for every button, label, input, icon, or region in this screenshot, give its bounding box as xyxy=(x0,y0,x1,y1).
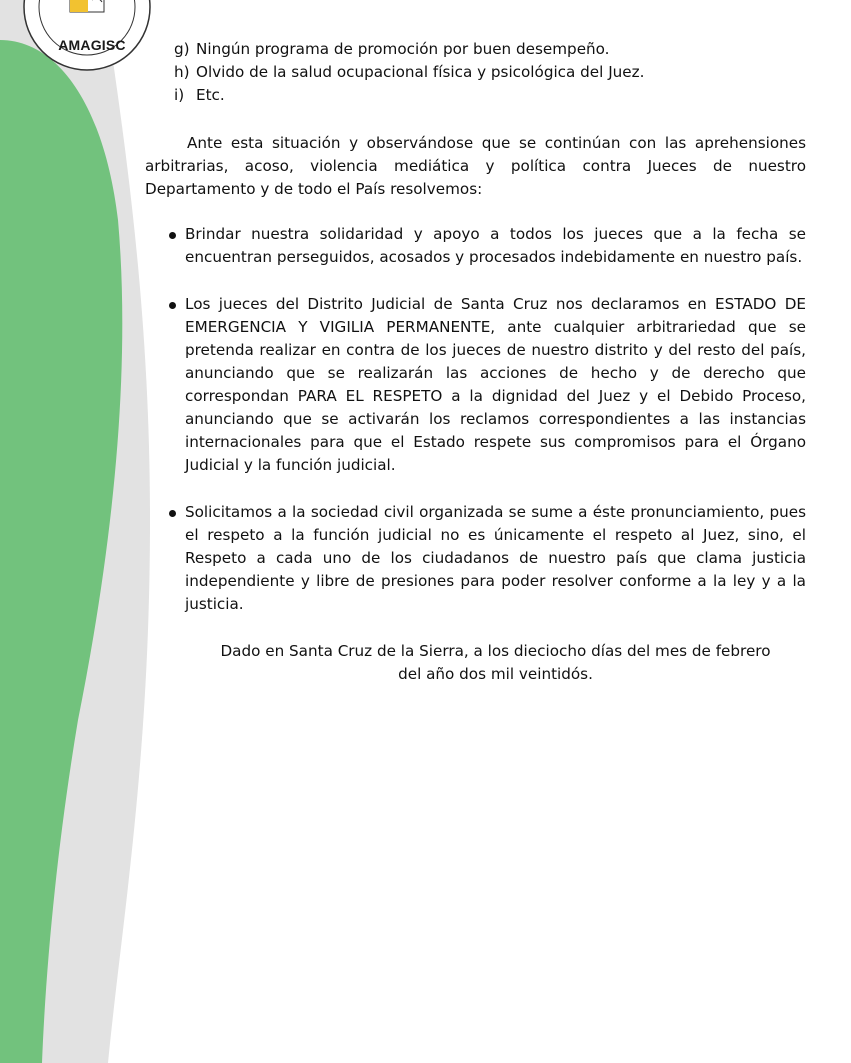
resolution-text: Solicitamos a la sociedad civil organizada se sume a éste pronunciamiento, pues el respeto a la función judicial no es únicamente el respeto al Juez, sino, el Respeto a cada uno de los ciudadanos de nuestro país que clama justicia independiente y libre de presiones para poder resolver conforme a la ley y a la justicia. xyxy=(185,503,806,613)
resolution-item xyxy=(145,293,806,477)
logo-label: AMAGISC xyxy=(58,37,126,53)
closing-line: Dado en Santa Cruz de la Sierra, a los dieciocho días del mes de febrero xyxy=(220,642,771,660)
lettered-list xyxy=(145,38,806,107)
intro-paragraph: Ante esta situación y observándose que se continúan con las aprehensiones arbitrarias, acoso, violencia mediática y política contra Jueces de nuestro Departamento y de todo el País resolvemos: xyxy=(145,134,806,198)
list-marker: i) xyxy=(174,86,185,104)
resolution-text: Los jueces del Distrito Judicial de Santa Cruz nos declaramos en ESTADO DE EMERGENCIA Y VIGILIA PERMANENTE, ante cualquier arbitrariedad que se pretenda realizar en contra de los jueces de nuestro distrito y del resto del país, anunciando que se realizarán las acciones de hecho y de derecho que correspondan PARA EL RESPETO a la dignidad del Juez y el Debido Proceso, anunciando que se activarán los reclamos correspondientes a las instancias internacionales para que el Estado respete sus compromisos para el Órgano Judicial y la función judicial. xyxy=(185,295,806,474)
document-body xyxy=(145,38,806,686)
bullet-dot xyxy=(169,232,176,239)
list-item xyxy=(145,84,806,107)
list-item-text: Etc. xyxy=(196,86,225,104)
resolution-list xyxy=(145,223,806,616)
resolution-text: Brindar nuestra solidaridad y apoyo a todos los jueces que a la fecha se encuentran perseguidos, acosados y procesados indebidamente en nuestro país. xyxy=(185,225,806,266)
bullet-dot xyxy=(169,510,176,517)
resolution-item xyxy=(145,223,806,269)
amagisc-seal-logo xyxy=(22,0,152,72)
closing-line: del año dos mil veintidós. xyxy=(398,665,593,683)
list-item-text: Olvido de la salud ocupacional física y psicológica del Juez. xyxy=(196,63,645,81)
resolution-item xyxy=(145,501,806,616)
closing-statement xyxy=(145,640,806,686)
bullet-dot xyxy=(169,302,176,309)
list-item xyxy=(145,38,806,61)
list-item-text: Ningún programa de promoción por buen desempeño. xyxy=(196,40,610,58)
list-marker: h) xyxy=(174,63,190,81)
list-item xyxy=(145,61,806,84)
list-marker: g) xyxy=(174,40,190,58)
